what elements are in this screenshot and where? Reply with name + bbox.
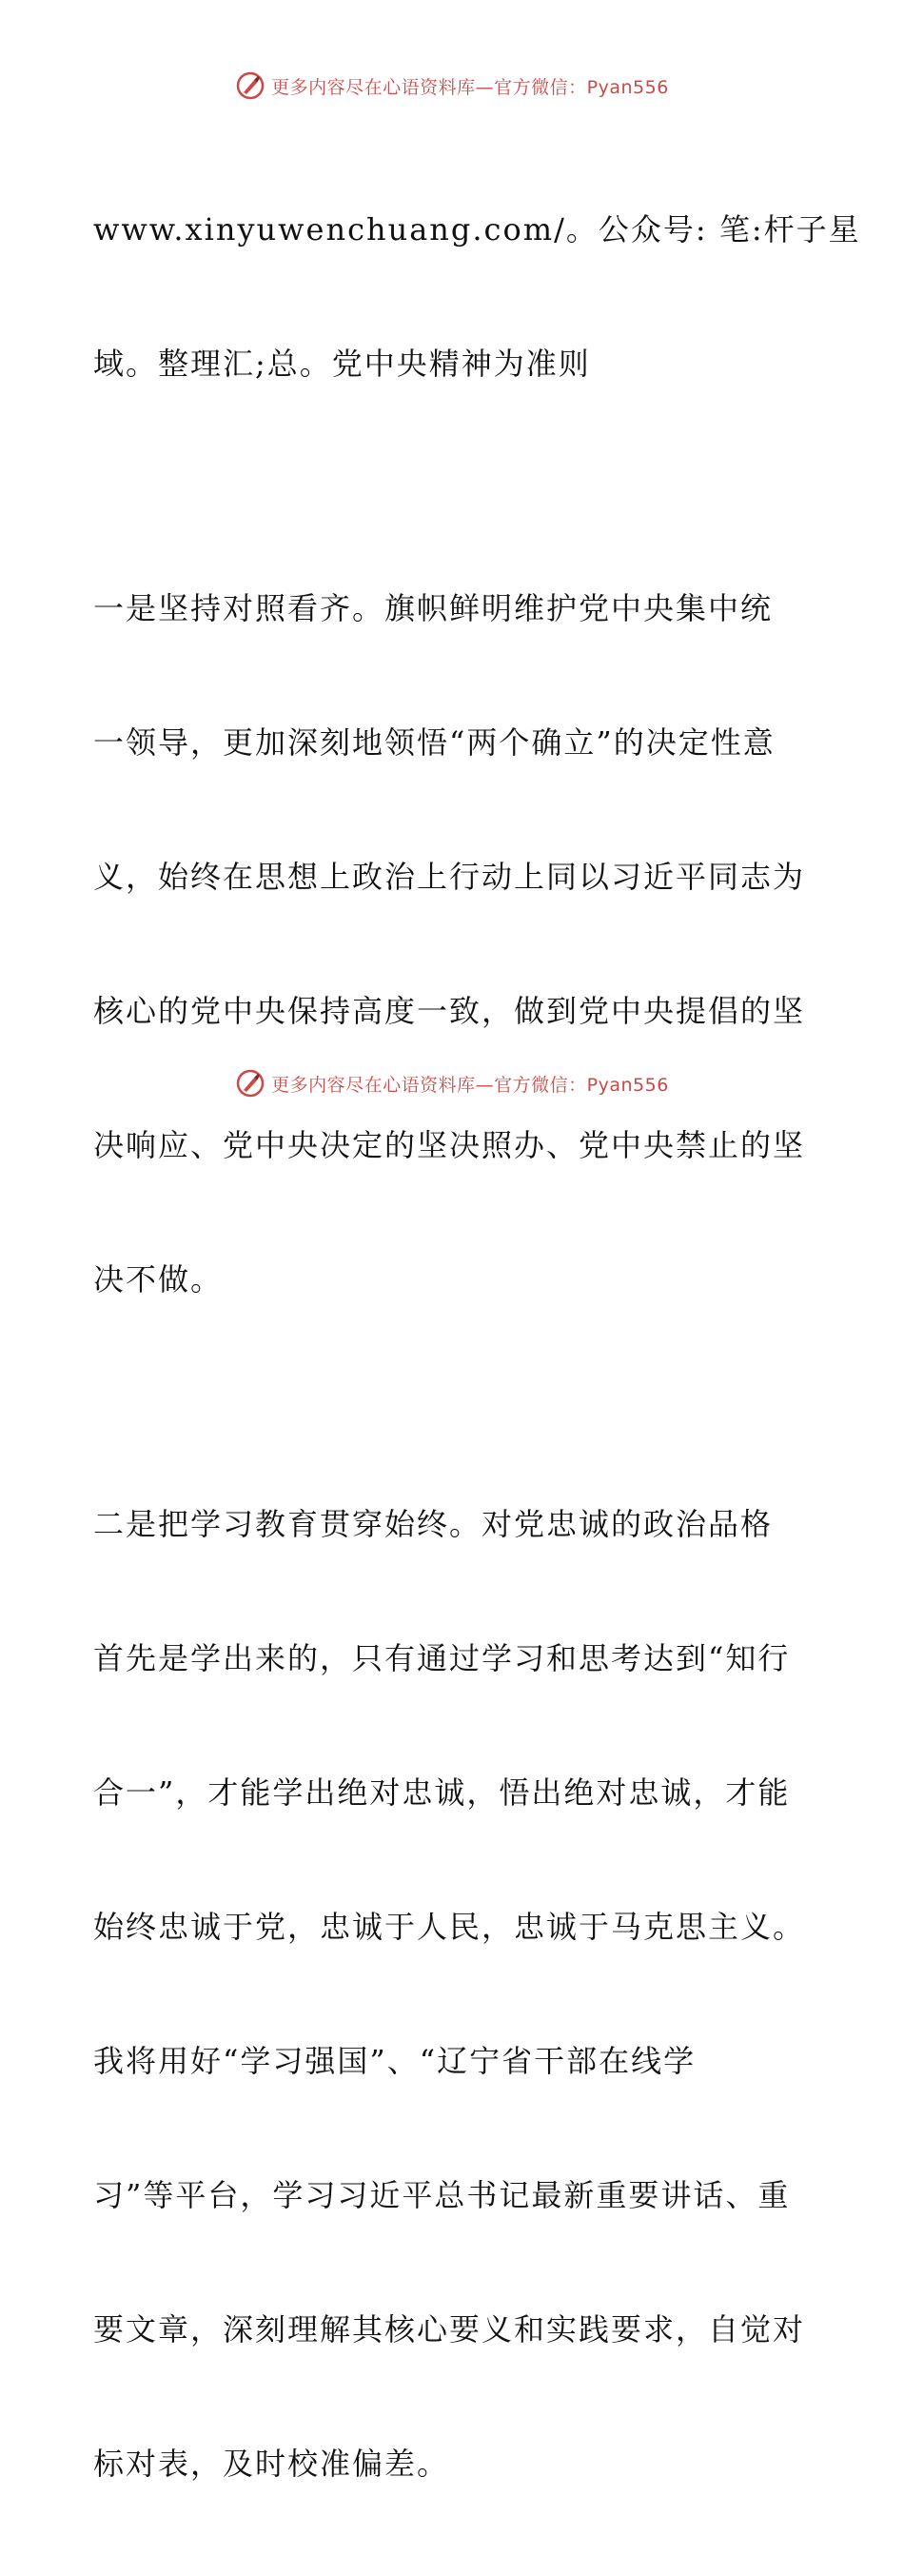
pen-logo-icon (235, 1068, 265, 1099)
text-line: 决响应、党中央决定的坚决照办、党中央禁止的坚 (93, 1127, 806, 1163)
text-line: 始终忠诚于党，忠诚于人民，忠诚于马克思主义。 (93, 1909, 806, 1945)
text-line: 义，始终在思想上政治上行动上同以习近平同志为 (93, 859, 806, 895)
header-watermark-banner (0, 67, 904, 105)
document-body (93, 118, 861, 2576)
text-line: 标对表，及时校准偏差。 (93, 2446, 450, 2482)
text-line: www.xinyuwenchuang.com/。公众号: 笔:杆子星 (93, 211, 861, 248)
pen-logo-icon (235, 70, 265, 101)
text-line: 核心的党中央保持高度一致，做到党中央提倡的坚 (93, 993, 806, 1029)
footer-banner-text: 更多内容尽在心语资料库—官方微信：Pyan556 (271, 1074, 669, 1096)
text-line: 合一”，才能学出绝对忠诚，悟出绝对忠诚，才能 (93, 1774, 791, 1811)
text-line: 决不做。 (93, 1261, 224, 1298)
paragraph-intro (93, 118, 861, 476)
footer-watermark-banner (0, 1064, 904, 1102)
text-line: 习”等平台，学习习近平总书记最新重要讲话、重 (93, 2177, 791, 2213)
text-line: 域。整理汇;总。党中央精神为准则 (93, 346, 591, 382)
text-line: 一领导，更加深刻地领悟“两个确立”的决定性意 (93, 724, 776, 761)
text-line: 我将用好“学习强国”、“辽宁省干部在线学 (93, 2043, 697, 2079)
text-line: 二是把学习教育贯穿始终。对党忠诚的政治品格 (93, 1506, 774, 1542)
text-line: 首先是学出来的，只有通过学习和思考达到“知行 (93, 1640, 791, 1676)
header-banner-text: 更多内容尽在心语资料库—官方微信：Pyan556 (271, 76, 669, 98)
text-line: 要文章，深刻理解其核心要义和实践要求，自觉对 (93, 2311, 806, 2348)
paragraph-point-two (93, 1413, 811, 2576)
text-line: 一是坚持对照看齐。旗帜鲜明维护党中央集中统 (93, 590, 774, 626)
paragraph-point-one (93, 497, 811, 1392)
